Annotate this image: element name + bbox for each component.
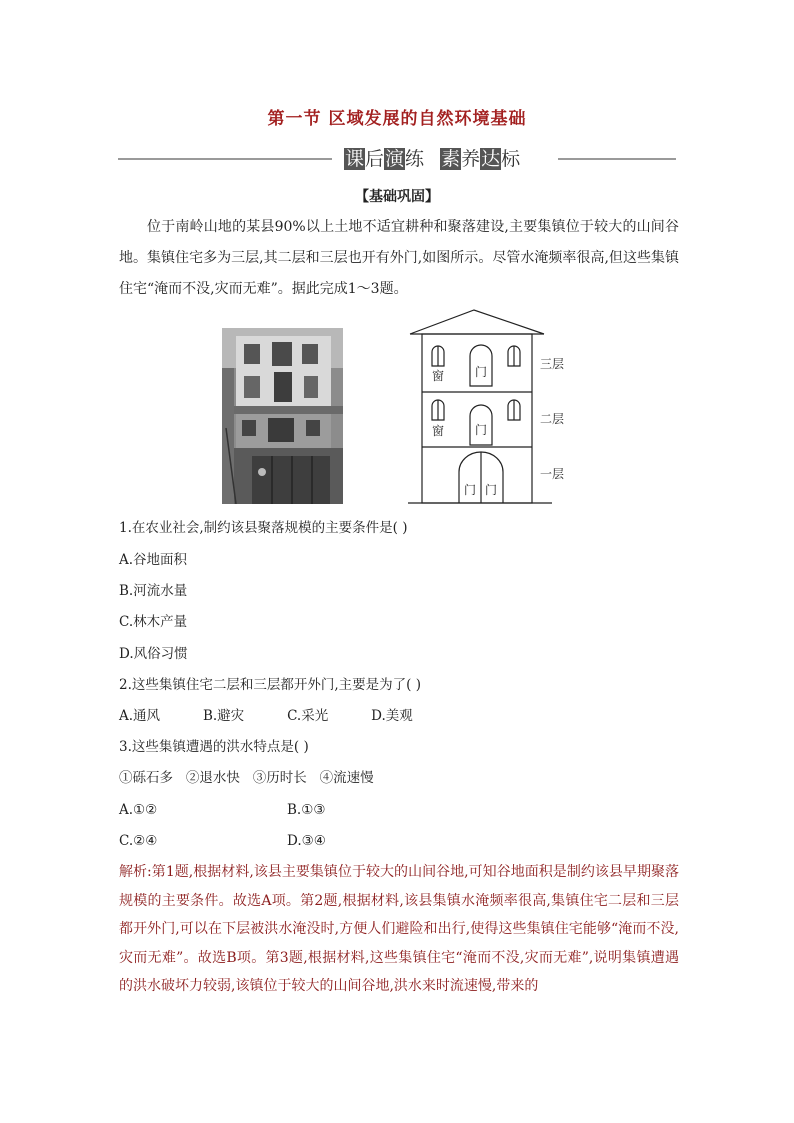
question-3-option-b: B.①③	[287, 802, 326, 818]
question-3-option-d: D.③④	[287, 833, 326, 849]
intro-paragraph: 位于南岭山地的某县90%以上土地不适宜耕种和聚落建设,主要集镇位于较大的山间谷地。集镇住宅多为三层,其二层和三层也开有外门,如图所示。尽管水淹频率很高,但这些集镇住宅“淹而不没,灾而无难”。据此完成1～3题。	[119, 219, 679, 297]
building-photo	[222, 328, 343, 504]
label-floor-1: 一层	[540, 467, 565, 481]
label-window-2: 窗	[432, 424, 445, 438]
banner-box-char: 课	[345, 148, 365, 170]
label-door-1a: 门	[464, 483, 477, 497]
banner-box-char: 演	[385, 148, 405, 170]
banner-box-char: 素	[441, 148, 461, 170]
banner-char: 标	[501, 148, 521, 170]
house-diagram	[404, 308, 594, 508]
banner-divider-left	[118, 158, 332, 160]
banner-char: 养	[461, 148, 481, 170]
banner-box-char: 达	[481, 148, 501, 170]
label-floor-3: 三层	[540, 357, 565, 371]
question-1-option-c: C.林木产量	[119, 614, 188, 630]
question-1-option-d: D.风俗习惯	[119, 646, 188, 662]
page-title: 第一节 区域发展的自然环境基础	[267, 109, 527, 129]
label-door-3: 门	[475, 365, 488, 379]
question-3-items: ①砾石多 ②退水快 ③历时长 ④流速慢	[119, 770, 374, 786]
question-1-stem: 1.在农业社会,制约该县聚落规模的主要条件是( )	[119, 520, 408, 536]
question-2-options: A.通风 B.避灾 C.采光 D.美观	[119, 708, 413, 724]
banner-char: 后	[365, 148, 385, 170]
question-3-option-c: C.②④	[119, 833, 158, 849]
question-3-stem: 3.这些集镇遭遇的洪水特点是( )	[119, 739, 309, 755]
banner-divider-right	[558, 158, 676, 160]
label-door-2: 门	[475, 423, 488, 437]
question-1-option-b: B.河流水量	[119, 583, 188, 599]
label-floor-2: 二层	[540, 412, 565, 426]
section-heading: 【基础巩固】	[355, 189, 439, 205]
question-3-option-a: A.①②	[119, 802, 158, 818]
banner-text	[344, 145, 520, 173]
question-2-stem: 2.这些集镇住宅二层和三层都开外门,主要是为了( )	[119, 677, 421, 693]
label-window-3: 窗	[432, 369, 445, 383]
question-3-row-1	[119, 800, 419, 820]
banner-char: 练	[405, 148, 425, 170]
analysis-paragraph: 解析:第1题,根据材料,该县主要集镇位于较大的山间谷地,可知谷地面积是制约该县早期聚落规模的主要条件。故选A项。第2题,根据材料,该县集镇水淹频率很高,集镇住宅二层和三层都开外门,可以在下层被洪水淹没时,方便人们避险和出行,使得这些集镇住宅能够“淹而不没,灾而无难”。故选B项。第3题,根据材料,这些集镇住宅“淹而不没,灾而无难”,说明集镇遭遇的洪水破坏力较弱,该镇位于较大的山间谷地,洪水来时流速慢,带来的	[119, 864, 679, 994]
question-3-row-2	[119, 831, 419, 851]
label-door-1b: 门	[485, 483, 498, 497]
section-banner	[118, 145, 676, 173]
question-1-option-a: A.谷地面积	[119, 552, 188, 568]
